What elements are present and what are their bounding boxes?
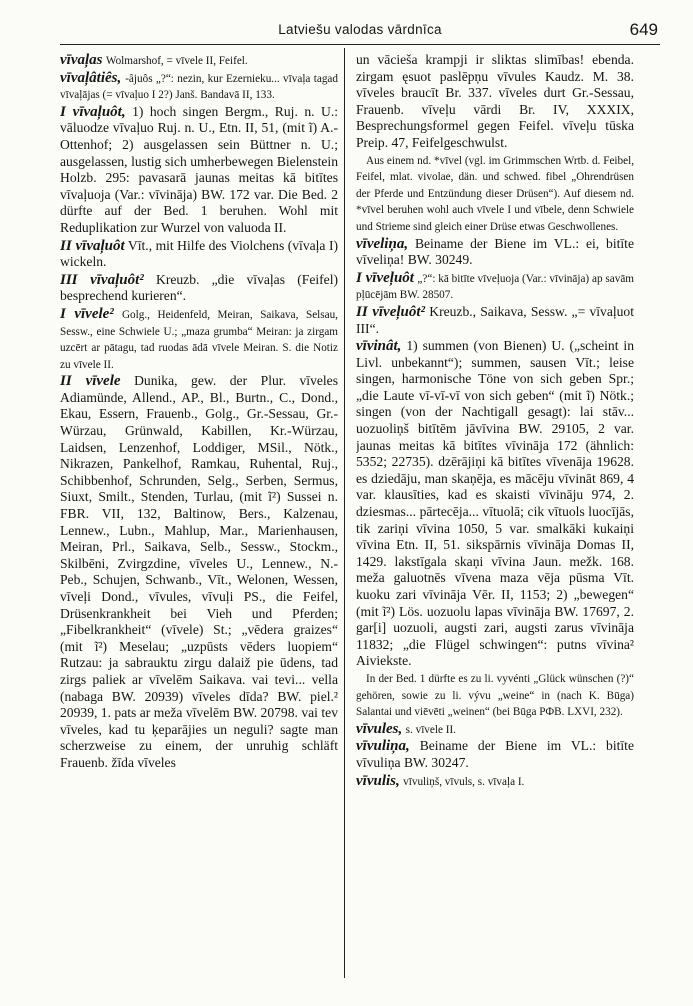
entry-paragraph <box>60 272 338 305</box>
entry-paragraph <box>356 270 634 303</box>
page-number: 649 <box>629 20 658 39</box>
dictionary-entry <box>60 238 338 271</box>
dictionary-entry <box>356 338 634 720</box>
entry-text: Aus einem nd. *vīvel (vgl. im Grimmschen Wrtb. d. Feibel, Feifel, mlat. vivolae, dän. und schwed. fibel „Ohrendrüsen der Pferde und Entzündung dieser Drüsen“). Auf diesem nd. *vīvel beruhen wohl auch vīvele I und vībele, denn Schwiele und Strieme sind gleich einer Drüse etwas Geschwollenes. <box>356 154 634 233</box>
entry-headword: vīvaļâtiês, <box>60 69 122 86</box>
entry-headword: vīvaļas <box>60 52 103 68</box>
dictionary-entry <box>60 104 338 237</box>
entry-headword: vīvulis, <box>356 772 400 789</box>
entry-text: 1) summen (von Bienen) U. („scheint in Livl. unbekannt“); summen, sausen Vīt.; leise singen, harmonische Töne von sich geben Spr.; „die Laute vī-vī-vī von sich geben“ (mit ĩ) Nötk.; singen (von der Nachtigall gesagt): lai stāv... uozuoliņš bitītēm jāvīvina BW. 29105, 2 var. jaunas meitas kā bitītes vīvināja 172 (ähnlich: 5352; 22735). dzērājiņi kā bitītes vīvenāja 19628. es dziedāju, man skaņēja, es mācēju vīvināt 869, 4 var. klausīties, kad es skaisti vīvināju 974, 2. dziesmas... pārtecēja... vītuolā; cik vītuols luocījās, tik zariņi vīvina 1050, 5 var. smalkāki kukaiņi vīvina Etn. II, 51. sikspārnis vīvināja Domas II, 1429. lakstīgala skaņi vīvina Jaun. mežk. 168. meža galuotnēs vīvena maza vēja pūsma Vīt. kuoku zari vīvināja Vēr. II, 1153; 2) „bewegen“ (mit ĩ²) Lös. uozuolu lapas vīvināja BW. 17697, 2. gar[i] uozuoli, augsti zari, augsti zarus vīvināja 11832; „die Flügel schwingen“: putns vīvina² Aiviekste. <box>356 338 634 669</box>
dictionary-entry <box>60 306 338 372</box>
entry-headword: vīvules, <box>356 720 403 737</box>
running-header <box>60 18 660 45</box>
dictionary-entry <box>356 236 634 269</box>
dictionary-entry <box>356 52 634 235</box>
dictionary-entry <box>356 738 634 771</box>
entry-headword: vīvuliņa, <box>356 738 410 755</box>
entry-headword: I vīvaļuôt, <box>60 103 126 120</box>
entry-text: Golg., Heidenfeld, Meiran, Saikava, Selsau, Sessw., eine Schwiele U.; „maza grumba“ Meiran: ja zirgam uzcērt ar pātagu, tad ruodas ādā vīvele Meiran. S. die Notiz zu vīvele II. <box>60 308 338 371</box>
entry-text: Wolmarshof, = vīvele II, Feifel. <box>105 55 248 67</box>
dictionary-entry <box>60 272 338 305</box>
entry-text: In der Bed. 1 dürfte es zu li. vyvénti „Glück wünschen (?)“ gehören, sowie zu li. vývu „weine“ in (nach K. Būga) Salantai und viēvēti „weinen“ (bei Būga РФВ. LXVI, 232). <box>356 672 634 719</box>
entry-text: 1) hoch singen Bergm., Ruj. n. U.: vāluodze vīvaļuo Ruj. n. U., Etn. II, 51, (mit ĩ) A.-Ottenhof; 2) ausgelassen sein Büttner n. U.; ausgelassen, lustig sich umherbewegen Bielenstein Holzb. 295: pavasarā jaunas meitas kā bitītes vīvaļuoja (Var.: vīvināja) BW. 172 var. Die Bed. 2 dürfte auf der Bed. 1 beruhen. Wohl mit Reduplikation zur Wurzel von valuoda II. <box>60 103 338 235</box>
entry-text: Vīt., mit Hilfe des Violchens (vīvaļa I) wickeln. <box>60 237 338 270</box>
dictionary-entry <box>60 52 338 69</box>
entry-text: vīvuliņš, vīvuls, s. vīvaļa I. <box>403 775 525 788</box>
entry-text: -âjuôs „?“: nezin, kur Ezernieku... vīvaļa tagad vīvaļājas (= vīvaļuo I 2?) Janš. Bandavā II, 133. <box>60 72 338 102</box>
entry-headword: vīvinât, <box>356 338 402 355</box>
dictionary-entry <box>60 70 338 103</box>
entry-text: s. vīvele II. <box>405 723 456 736</box>
entry-headword: II vīveļuôt² <box>356 303 426 320</box>
entry-paragraph <box>356 152 634 235</box>
entry-paragraph <box>60 70 338 103</box>
dictionary-entry <box>356 721 634 738</box>
entry-headword: III vīvaļuôt² <box>60 271 144 288</box>
entry-headword: vīveliņa, <box>356 235 409 252</box>
entry-paragraph <box>356 773 634 790</box>
entry-paragraph <box>356 236 634 269</box>
entry-text: Kreuzb. „die vīvaļas (Feifel) besprechend kurieren“. <box>60 271 338 304</box>
entry-text: Kreuzb., Saikava, Sessw. „= vīvaļuot III“. <box>356 303 634 336</box>
entry-headword: II vīvele <box>60 373 121 390</box>
dictionary-entry <box>356 773 634 790</box>
entry-paragraph <box>60 52 338 69</box>
running-title: Latviešu valodas vārdnīca <box>278 22 442 37</box>
dictionary-entry <box>60 373 338 771</box>
entry-paragraph <box>60 373 338 771</box>
entry-paragraph <box>356 721 634 738</box>
dictionary-entry <box>356 270 634 303</box>
entry-paragraph <box>356 670 634 720</box>
entry-text: „?“: kā bitīte vīveļuoja (Var.: vīvināja) ap savām pļūcējām BW. 28507. <box>356 272 634 302</box>
entry-paragraph <box>60 104 338 237</box>
entry-paragraph <box>60 238 338 271</box>
entry-paragraph <box>356 338 634 670</box>
entry-text: Beiname der Biene im VL.: ei, bitīte vīveliņa! BW. 30249. <box>356 235 634 268</box>
dictionary-entry <box>356 304 634 337</box>
left-column <box>60 52 338 982</box>
entry-headword: I vīvele² <box>60 305 114 322</box>
column-divider <box>344 48 345 978</box>
entry-text: Beiname der Biene im VL.: bitīte vīvuliņa BW. 30247. <box>356 738 634 770</box>
entry-paragraph <box>356 738 634 771</box>
entry-paragraph <box>60 306 338 372</box>
entry-headword: II vīvaļuôt <box>60 237 125 254</box>
entry-text: un vāciešа krampji ir sliktas slimības! ebenda. zirgam ęsuot paslēpņu vīvules Kaudz. M. 38. vīveles braucīt Br. 337. vīveles durt Gr.-Sessau, Frauenb. vīveļu vārdi Br. IV, XXXIX, Besprechungsformel gegen Feifel. vīveļu tūska Preip. 47, Feifelgeschwulst. <box>356 52 634 150</box>
entry-text: Dunika, gew. der Plur. vīveles Adiamünde, Allend., AP., Bl., Burtn., C., Dond., Ekau, Essern, Frauenb., Golg., Gr.-Sessau, Gr.-Würzau, Grünwald, Kabillen, Kr.-Würzau, Laidsen, Lenzenhof, Loddiger, MSil., Nötk., Nikrazen, Pankelhof, Ramkau, Ruhental, Ruj., Schibbenhof, Schrunden, Selg., Serben, Sermus, Siuxt, Smilt., Stenden, Turlau, (mit ĩ²) Sussei n. FBR. VII, 132, Baltinow, Bers., Kalzenau, Lennew., Lubn., Mahlup, Mar., Marienhausen, Meiran, Prl., Saikava, Selb., Sessw., Stockm., Skilbēni, Zvirgzdine, vīveles U., Lennew., N.-Peb., Schujen, Schwanb., Vīt., Welonen, Wessen, vīveļi Dond., vīvules, vīvuļi PS., die Feifel, Drüsenkrankheit bei Vieh und Pferden; „Fibelkrankheit“ (vīvele) St.; „vēdera graizes“ (mit ĩ²) Meselau; „uzpūsts vēders luopiem“ Rutzau: ja sabrauktu zirgu dalaiž pie ūdens, tad zirgs paliek ar vīvelēm Saikava. vai tevi... vella (nabaga BW. 20939) vīveles dīda? BW. piel.² 20939, 1. pats ar meža vīvelēm BW. 20798. vai tev vīveles, kad tu ķeparājies un neguli? sagte man scherzweise zu einem, der unruhig schläft Frauenb. žīda vīveles <box>60 373 338 770</box>
entry-paragraph <box>356 304 634 337</box>
entry-headword: I vīveļuôt <box>356 269 414 286</box>
right-column <box>356 52 634 982</box>
entry-paragraph <box>356 52 634 152</box>
